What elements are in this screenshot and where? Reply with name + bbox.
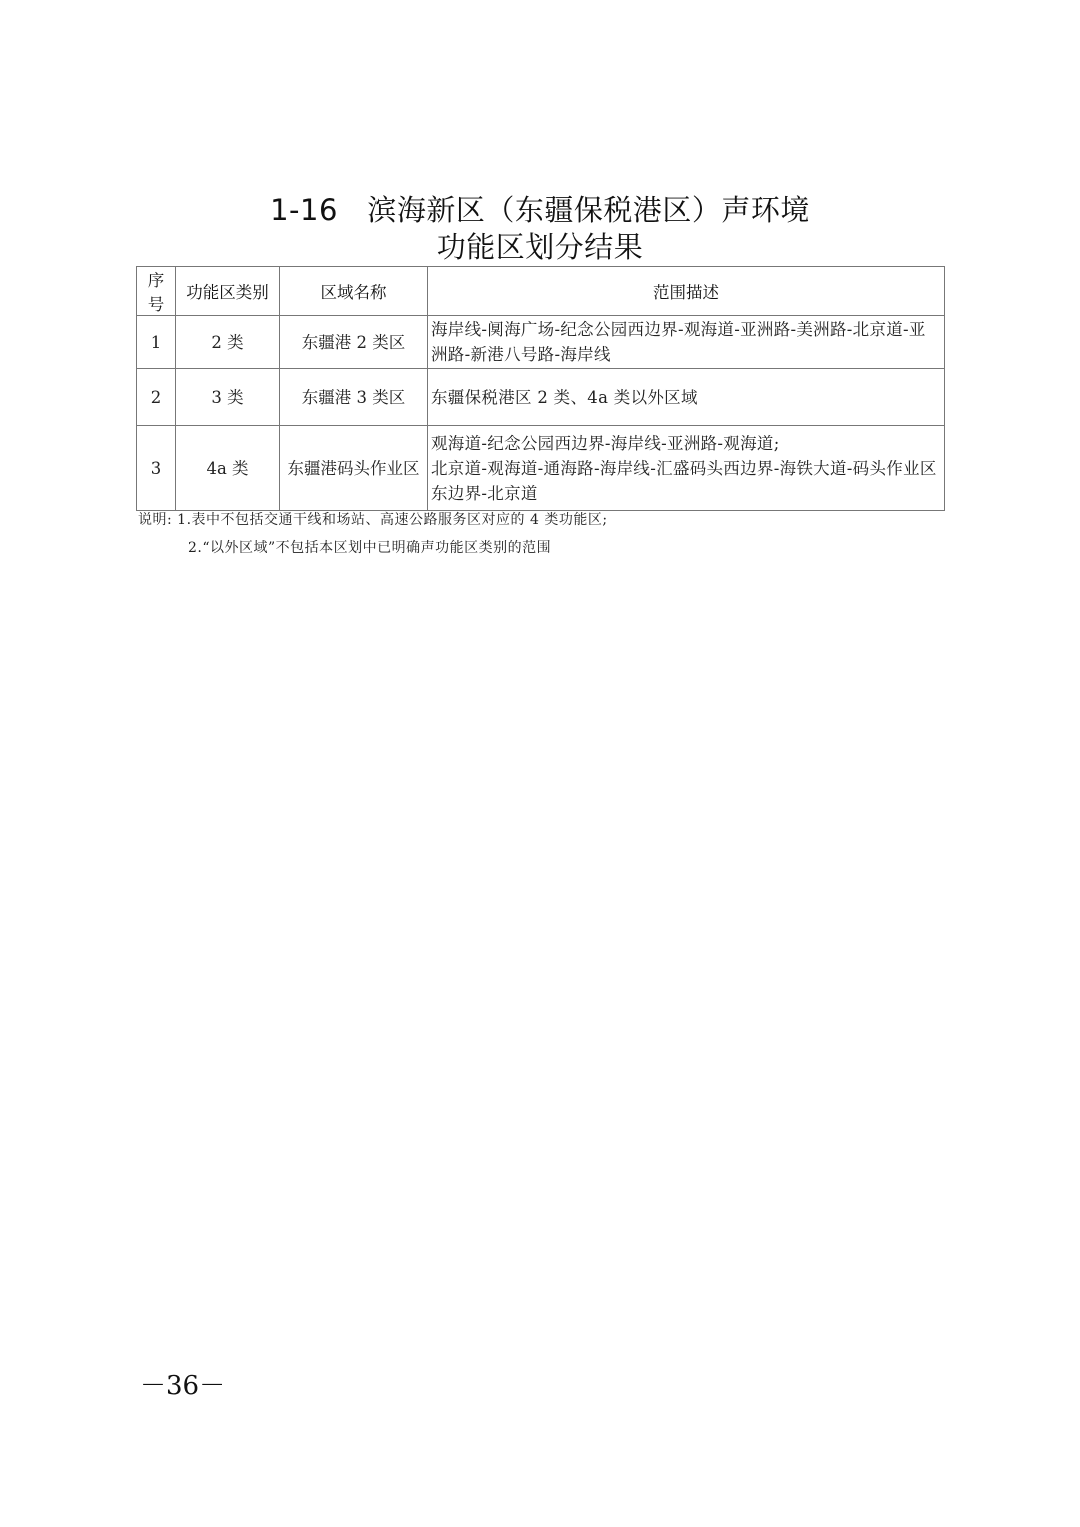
row-scope-line-2: 北京道-观海道-通海路-海岸线-汇盛码头西边界-海铁大道-码头作业区东边界-北京道 (431, 458, 937, 503)
table-row (137, 426, 945, 511)
document-title-line-2: 功能区划分结果 (436, 230, 644, 264)
row-area: 东疆港 2 类区 (280, 316, 428, 369)
row-scope: 东疆保税港区 2 类、4a 类以外区域 (428, 369, 945, 426)
table-row (137, 316, 945, 369)
row-no: 2 (137, 369, 176, 426)
header-area: 区域名称 (280, 267, 428, 316)
table-header-row (137, 267, 945, 316)
row-no: 3 (137, 426, 176, 511)
header-no: 序号 (137, 267, 176, 316)
header-scope: 范围描述 (428, 267, 945, 316)
header-category: 功能区类别 (176, 267, 280, 316)
row-scope (428, 426, 945, 511)
note-line-1: 说明: 1.表中不包括交通干线和场站、高速公路服务区对应的 4 类功能区; (138, 512, 608, 528)
row-area: 东疆港 3 类区 (280, 369, 428, 426)
document-title-line-1: 1-16 滨海新区（东疆保税港区）声环境 (270, 193, 810, 227)
zone-table (136, 266, 945, 511)
row-scope: 海岸线-阒海广场-纪念公园西边界-观海道-亚洲路-美洲路-北京道-亚洲路-新港八号路-海岸线 (428, 316, 945, 369)
row-category: 4a 类 (176, 426, 280, 511)
row-category: 3 类 (176, 369, 280, 426)
note-line-2: 2.“以外区域”不包括本区划中已明确声功能区类别的范围 (188, 540, 552, 556)
table-row (137, 369, 945, 426)
row-area: 东疆港码头作业区 (280, 426, 428, 511)
row-no: 1 (137, 316, 176, 369)
row-scope-line-1: 观海道-纪念公园西边界-海岸线-亚洲路-观海道; (431, 433, 780, 453)
row-category: 2 类 (176, 316, 280, 369)
page-number: －36－ (140, 1371, 226, 1401)
